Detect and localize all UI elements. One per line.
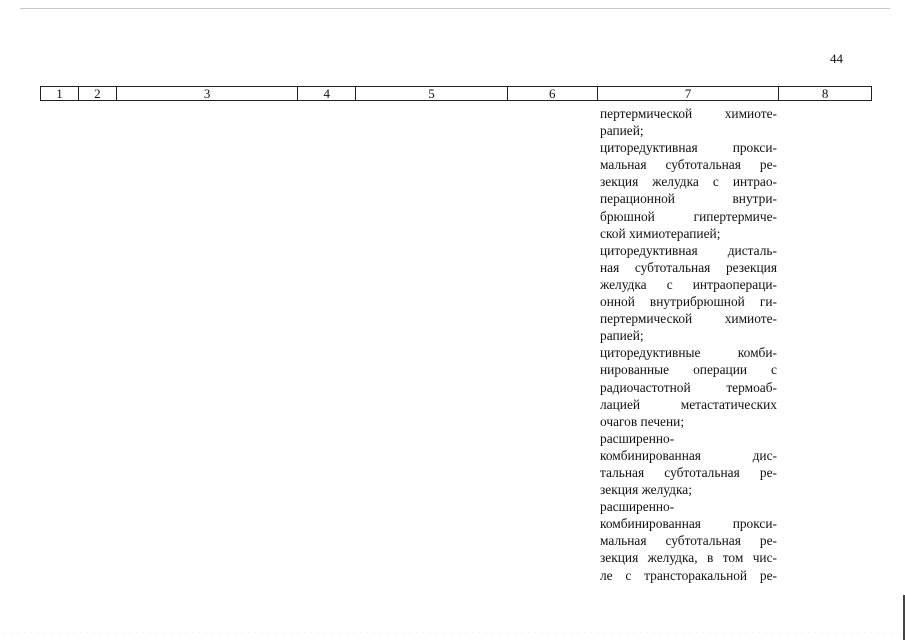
- column-7-line: нированные операции с: [600, 362, 777, 378]
- page-number: 44: [830, 51, 843, 66]
- column-7-line: желудка с интраопераци-: [600, 276, 777, 292]
- column-7-line: мальная субтотальная ре-: [600, 157, 777, 173]
- column-7-line: расширенно-: [600, 499, 675, 515]
- scan-artifact-bottom: [0, 632, 905, 633]
- header-cell-5: 5: [356, 87, 508, 100]
- header-cell-6: 6: [508, 87, 598, 100]
- header-cell-2: 2: [79, 87, 117, 100]
- column-7-line: мальная субтотальная ре-: [600, 533, 777, 549]
- column-7-line: пертермической химиоте-: [600, 311, 777, 327]
- column-7-line: брюшной гипертермиче-: [600, 208, 777, 224]
- header-cell-1: 1: [41, 87, 79, 100]
- column-7-line: циторедуктивные комби-: [600, 345, 777, 361]
- header-cell-8: 8: [821, 86, 829, 101]
- column-7-line: зекция желудка;: [600, 482, 692, 498]
- column-7-line: перационной внутри-: [600, 191, 777, 207]
- column-7-line: ле с трансторакальной ре-: [600, 567, 777, 583]
- column-7-line: пертермической химиоте-: [600, 106, 777, 121]
- column-7-line: зекция желудка, в том чис-: [600, 550, 777, 566]
- column-7-line: зекция желудка с интрао-: [600, 174, 777, 190]
- column-7-line: циторедуктивная прокси-: [600, 140, 777, 156]
- column-7-line: онной внутрибрюшной ги-: [600, 294, 777, 310]
- column-7-text: [600, 105, 777, 584]
- column-7-line: тальная субтотальная ре-: [600, 464, 777, 480]
- column-7-line: очагов печени;: [600, 413, 685, 429]
- column-7-line: рапией;: [600, 328, 644, 344]
- scan-artifact-top: [20, 8, 890, 9]
- table-header-row: [40, 86, 872, 101]
- column-7-line: комбинированная дис-: [600, 447, 777, 463]
- column-7-line: расширенно-: [600, 430, 675, 446]
- header-cell-4: 4: [298, 87, 356, 100]
- column-7-line: ная субтотальная резекция: [600, 259, 777, 275]
- column-7-line: ской химиотерапией;: [600, 225, 721, 241]
- header-cell-7: 7: [598, 87, 780, 100]
- column-7-line: циторедуктивная дисталь-: [600, 242, 777, 258]
- header-cell-3: 3: [117, 87, 299, 100]
- column-7-line: комбинированная прокси-: [600, 516, 777, 532]
- column-7-line: рапией;: [600, 123, 644, 139]
- column-7-line: лацией метастатических: [600, 396, 777, 412]
- column-7-line: радиочастотной термоаб-: [600, 379, 777, 395]
